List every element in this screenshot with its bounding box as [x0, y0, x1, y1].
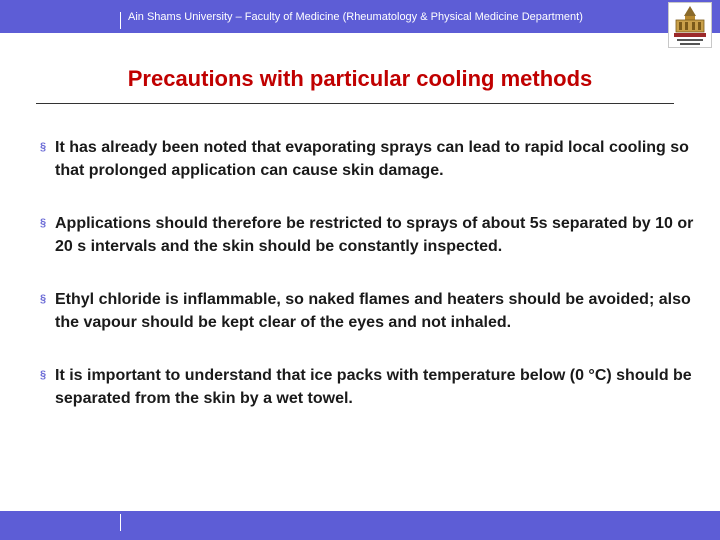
crest-graphic	[669, 3, 711, 47]
bullet-text: Ethyl chloride is inflammable, so naked flames and heaters should be avoided; also the vapour should be kept clear of the eyes and not inhaled.	[55, 291, 691, 331]
header-bar	[0, 0, 720, 33]
bullet-marker-icon: §	[40, 369, 47, 381]
bullet-marker-icon: §	[40, 141, 47, 153]
footer-divider	[120, 514, 121, 531]
bullet-marker-icon: §	[40, 217, 47, 229]
university-crest-icon	[668, 2, 712, 48]
bullet-item	[40, 364, 710, 410]
footer-bar	[0, 511, 720, 540]
title-divider	[36, 103, 674, 104]
bullet-text: Applications should therefore be restricted to sprays of about 5s separated by 10 or 20 s intervals and the skin should be constantly inspected.	[55, 215, 694, 255]
header-divider	[120, 12, 121, 29]
bullet-text: It is important to understand that ice packs with temperature below (0 °C) should be separated from the skin by a wet towel.	[55, 367, 692, 407]
header-text: Ain Shams University – Faculty of Medicine (Rheumatology & Physical Medicine Department)	[128, 11, 583, 23]
bullet-text: It has already been noted that evaporating sprays can lead to rapid local cooling so that prolonged application can cause skin damage.	[55, 139, 689, 179]
bullet-item	[40, 136, 710, 182]
bullet-list	[40, 136, 710, 440]
bullet-item	[40, 212, 710, 258]
slide-title: Precautions with particular cooling methods	[127, 66, 593, 91]
bullet-marker-icon: §	[40, 293, 47, 305]
bullet-item	[40, 288, 710, 334]
